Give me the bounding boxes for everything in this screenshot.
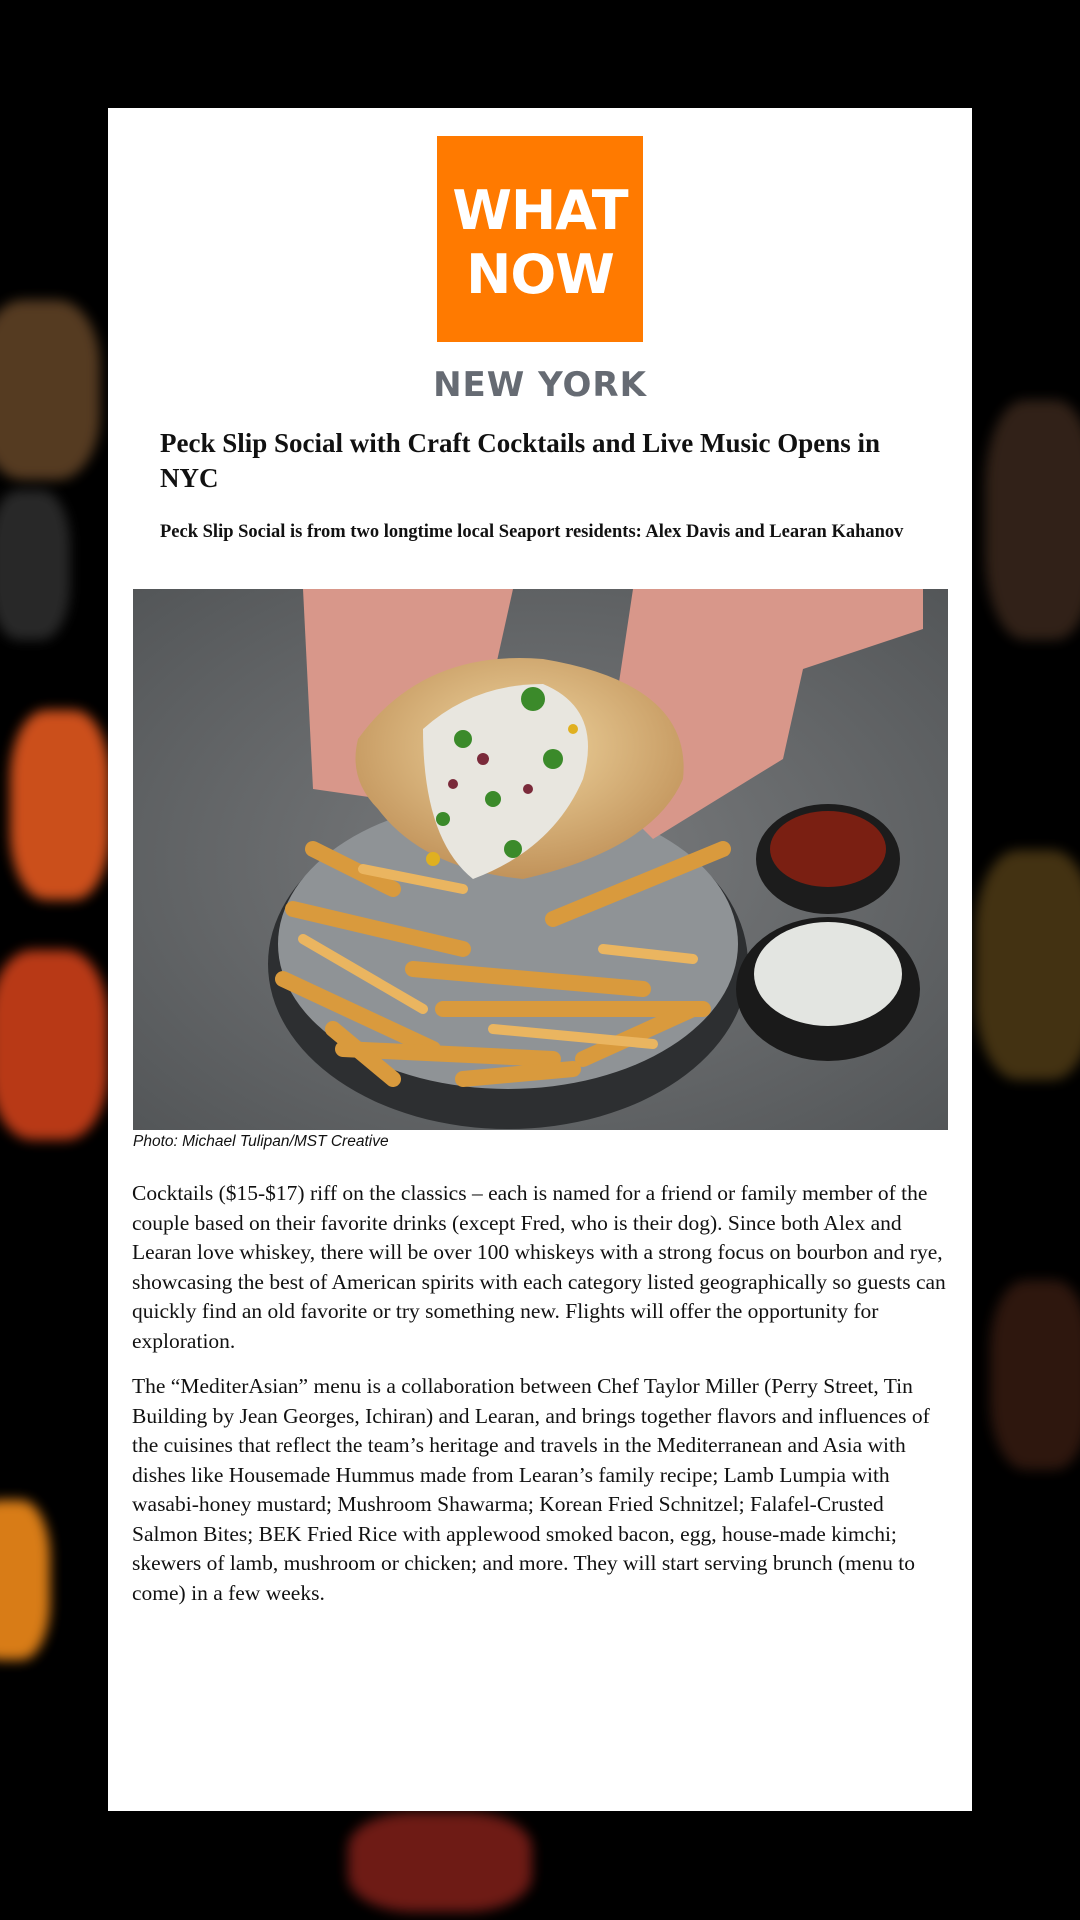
logo-line-what: WHAT [452, 179, 628, 242]
logo-line-now: NOW [466, 243, 614, 306]
photo-caption: Photo: Michael Tulipan/MST Creative [133, 1133, 389, 1150]
article-card [108, 108, 972, 1811]
logo[interactable] [108, 136, 972, 405]
article-dek: Peck Slip Social is from two longtime local Seaport residents: Alex Davis and Learan Kahanov [160, 522, 904, 542]
article-paragraph: Cocktails ($15-$17) riff on the classics – each is named for a friend or family member of the couple based on their favorite drinks (except Fred, who is their dog). Since both Alex and Learan love whiskey, there will be over 100 whiskeys with a strong focus on bourbon and rye, showcasing the best of American spirits with each category listed geographically so guests can quickly find an old favorite or try something new. Flights will offer the opportunity for exploration. [132, 1181, 946, 1353]
article-headline: Peck Slip Social with Craft Cocktails and Live Music Opens in NYC [160, 428, 881, 493]
logo-city: NEW YORK [433, 365, 647, 405]
article-paragraph: The “MediterAsian” menu is a collaboration between Chef Taylor Miller (Perry Street, Tin Building by Jean Georges, Ichiran) and Learan, and brings together flavors and influences of the cuisines that reflect the team’s heritage and travels in the Mediterranean and Asia with dishes like Housemade Hummus made from Learan’s family recipe; Lamb Lumpia with wasabi-honey mustard; Mushroom Shawarma; Korean Fried Schnitzel; Falafel-Crusted Salmon Bites; BEK Fried Rice with applewood smoked bacon, egg, house-made kimchi; skewers of lamb, mushroom or chicken; and more. They will start serving brunch (menu to come) in a few weeks. [132, 1374, 930, 1605]
bokeh-light [10, 710, 110, 900]
food-photo-illustration [133, 589, 948, 1130]
article-photo [133, 589, 948, 1130]
bokeh-light [985, 400, 1080, 640]
logo-mark [437, 136, 643, 342]
bokeh-light [0, 300, 100, 480]
bokeh-light [990, 1280, 1080, 1470]
bokeh-light [975, 850, 1080, 1080]
bokeh-light [348, 1812, 532, 1912]
bokeh-light [0, 1500, 50, 1660]
bokeh-light [0, 950, 108, 1140]
bokeh-light [0, 490, 70, 640]
